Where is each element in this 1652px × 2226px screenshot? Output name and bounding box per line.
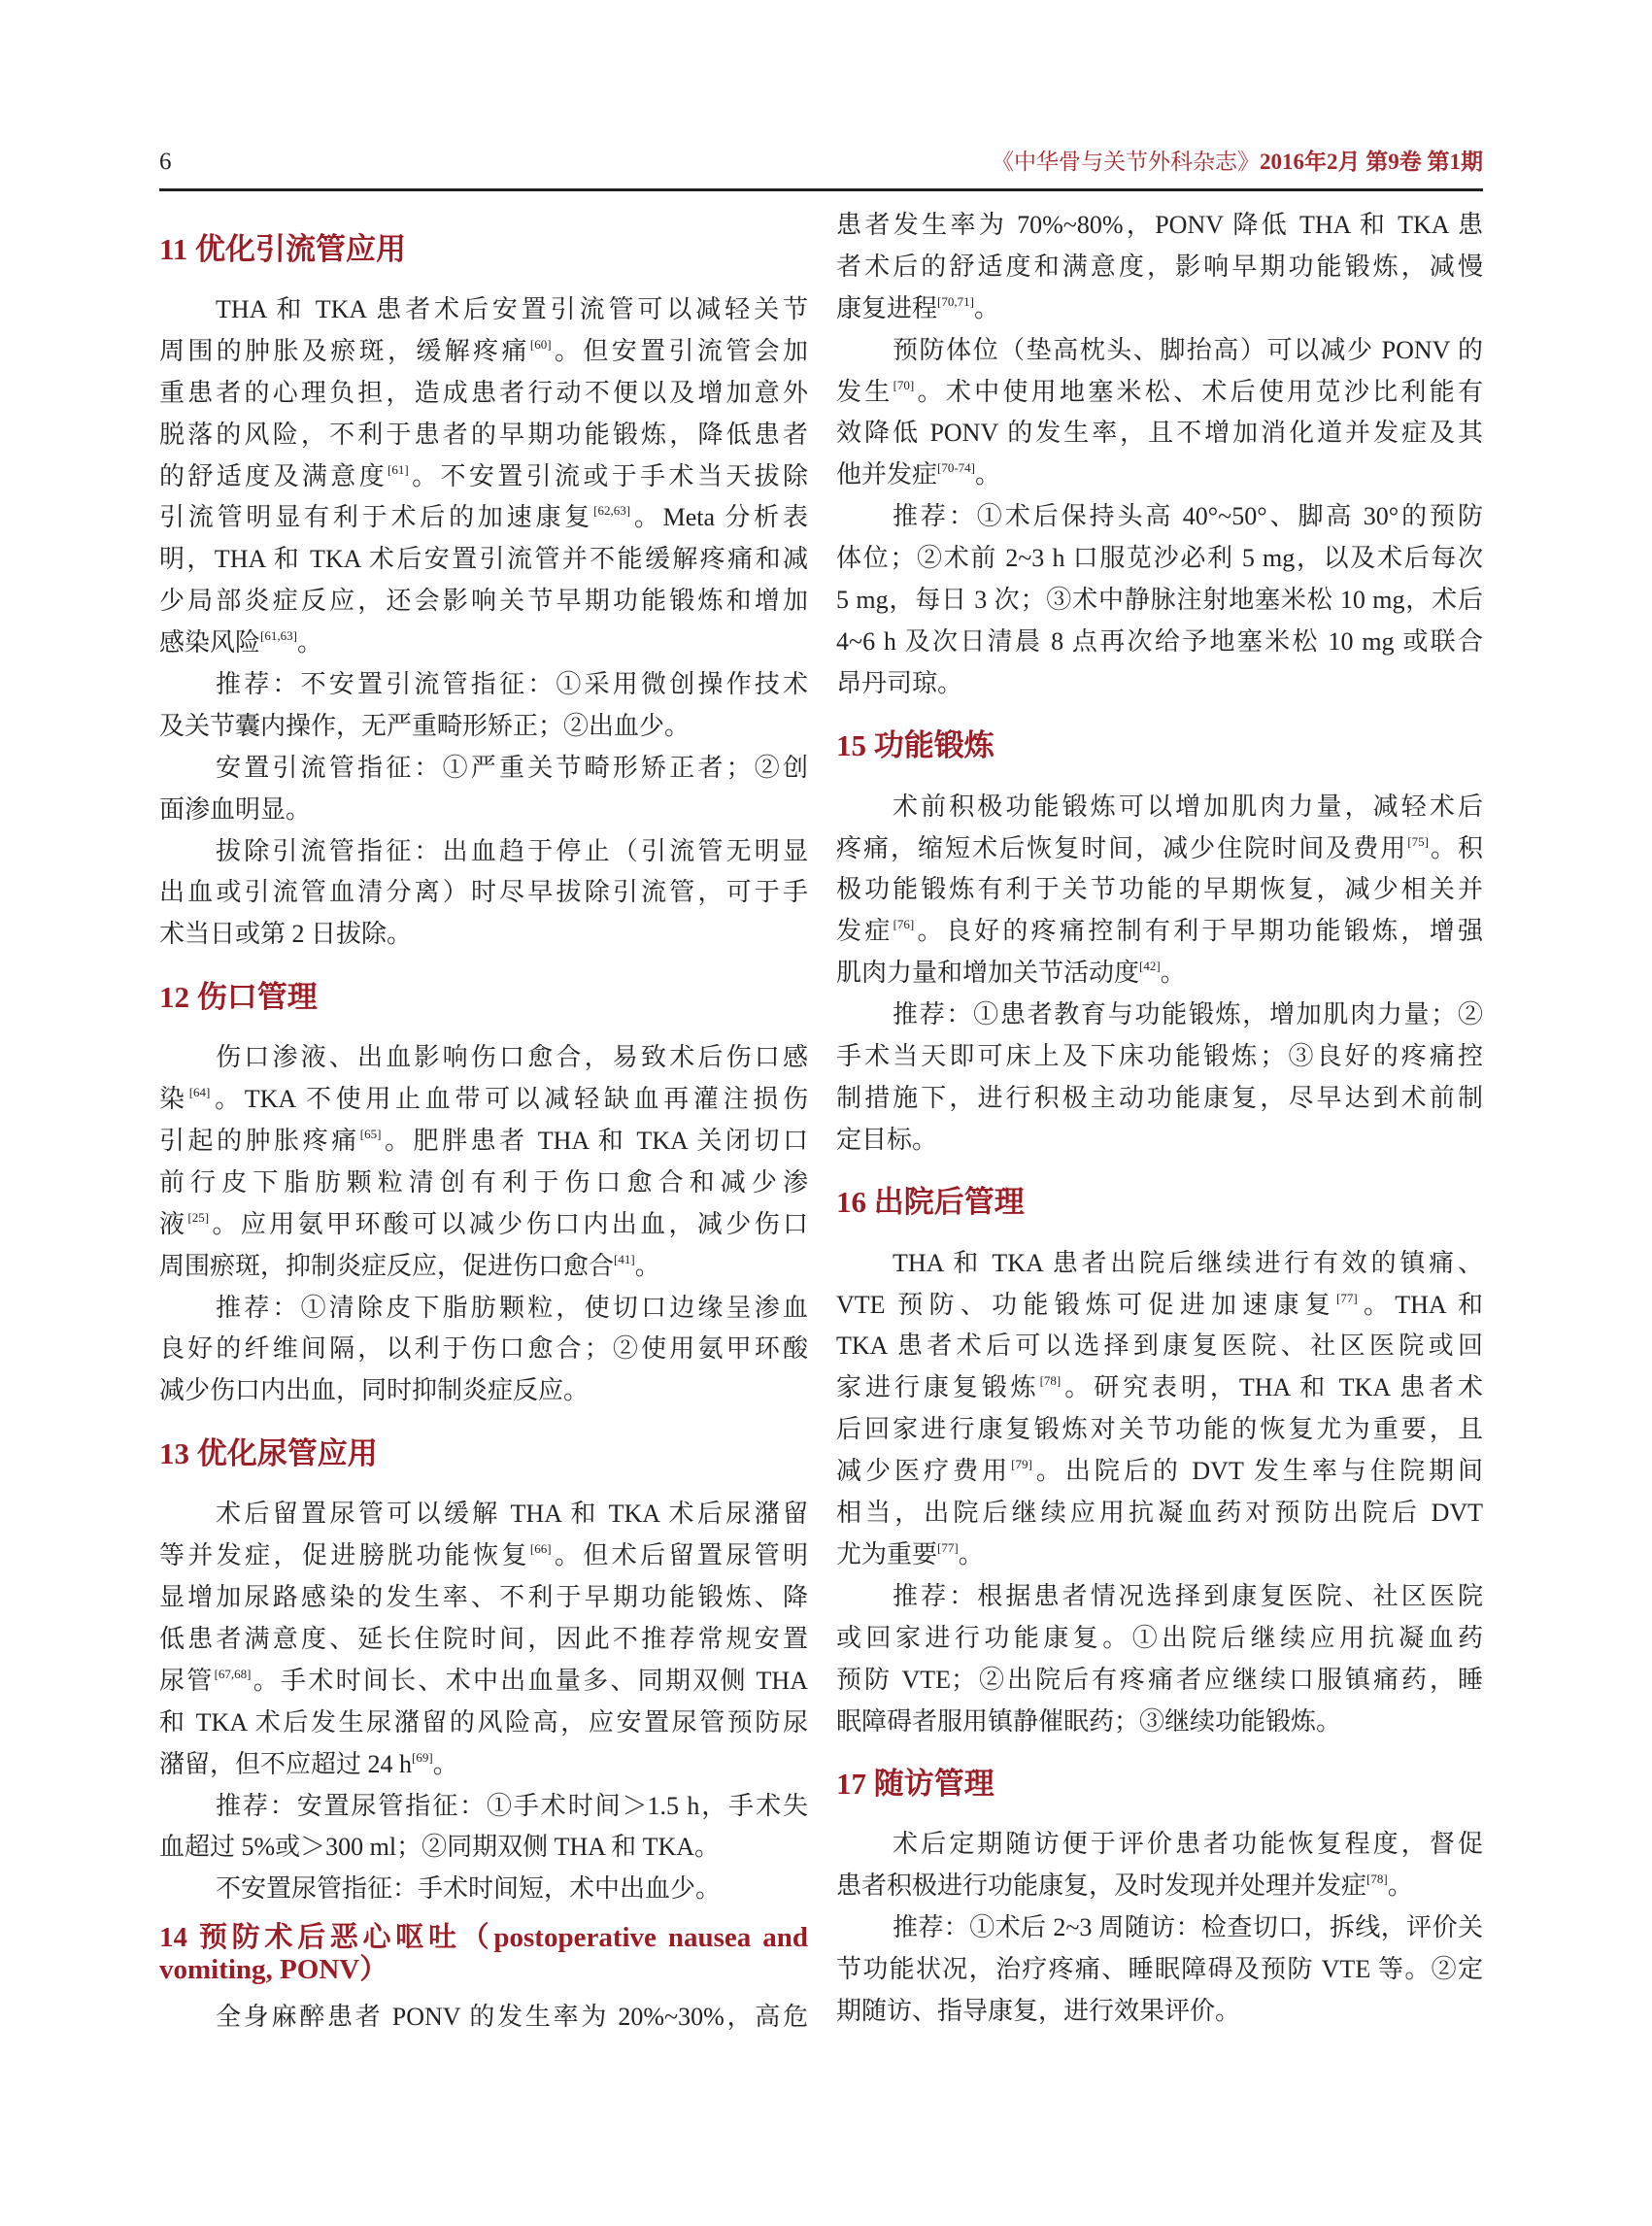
- text-segment: 预防体位（垫高枕头、脚抬高）可以减少 PONV 的: [893, 335, 1483, 364]
- text-segment: 家进行康复锻炼: [836, 1373, 1040, 1402]
- text-segment: 昂丹司琼。: [836, 668, 963, 697]
- text-line: [836, 1036, 1483, 1078]
- text-segment: 。: [958, 1539, 984, 1568]
- header-rule: [159, 188, 1483, 191]
- text-line: [836, 1451, 1483, 1493]
- citation-reference: [79]: [1011, 1457, 1032, 1472]
- paragraph: [159, 664, 808, 748]
- paragraph: [836, 330, 1483, 497]
- text-segment: 面渗血明显。: [159, 794, 312, 824]
- text-segment: 术后定期随访便于评价患者功能恢复程度，督促: [893, 1830, 1483, 1859]
- section-heading: [159, 1412, 808, 1494]
- text-segment: 后回家进行康复锻炼对关节功能的恢复尤为重要，且: [836, 1415, 1483, 1444]
- paragraph: [836, 496, 1483, 704]
- text-line: [159, 581, 808, 623]
- citation-reference: [65]: [359, 1127, 382, 1142]
- text-segment: 周围瘀斑，抑制炎症反应，促进伤口愈合: [159, 1251, 615, 1280]
- text-segment: 他并发症: [836, 460, 938, 489]
- text-line: [836, 1991, 1483, 2033]
- text-line: [836, 1618, 1483, 1660]
- section-heading-line: 16 出院后管理: [836, 1185, 1025, 1220]
- paragraph: [836, 1907, 1483, 2033]
- text-line: [836, 1576, 1483, 1618]
- text-segment: 前行皮下脂肪颗粒清创有利于伤口愈合和减少渗: [159, 1167, 808, 1197]
- text-segment: TKA 患者术后可以选择到康复医院、社区医院或回: [836, 1332, 1483, 1361]
- paragraph: [159, 1869, 808, 1910]
- text-line: [159, 1661, 808, 1703]
- text-line: [159, 914, 808, 956]
- text-line: [159, 1246, 808, 1288]
- text-segment: 重患者的心理负担，造成患者行动不便以及增加意外: [159, 378, 808, 407]
- text-segment: 患者发生率为 70%~80%，PONV 降低 THA 和 TKA 患: [836, 211, 1483, 239]
- citation-reference: [75]: [1407, 833, 1429, 849]
- text-segment: 尤为重要: [836, 1539, 938, 1568]
- text-segment: 发生: [836, 377, 893, 406]
- paragraph: [159, 1037, 808, 1287]
- text-segment: 。不安置引流或于手术当天拔除: [408, 461, 808, 490]
- text-line: [159, 1827, 808, 1869]
- text-line: [836, 330, 1483, 372]
- text-line: [159, 1535, 808, 1577]
- text-segment: 定目标。: [836, 1125, 938, 1154]
- text-segment: 疼痛，缩短术后恢复时间，减少住院时间及费用: [836, 833, 1408, 862]
- text-segment: 。: [973, 293, 999, 322]
- text-segment: 明，THA 和 TKA 术后安置引流管并不能缓解疼痛和减: [159, 545, 808, 574]
- text-line: [159, 1577, 808, 1619]
- text-line: [836, 1078, 1483, 1120]
- text-line: [836, 372, 1483, 414]
- paragraph: [836, 995, 1483, 1162]
- citation-reference: [69]: [412, 1749, 433, 1765]
- text-segment: 推荐：①清除皮下脂肪颗粒，使切口边缘呈渗血: [216, 1293, 808, 1322]
- text-segment: 减少伤口内出血，同时抑制炎症反应。: [159, 1376, 590, 1405]
- text-line: [836, 828, 1483, 870]
- text-segment: 少局部炎症反应，还会影响关节早期功能锻炼和增加: [159, 587, 808, 616]
- text-segment: 期随访、指导康复，进行效果评价。: [836, 1996, 1241, 2025]
- text-line: [836, 1493, 1483, 1535]
- text-segment: 。出院后的 DVT 发生率与住院期间: [1031, 1457, 1483, 1486]
- text-segment: 制措施下，进行积极主动功能康复，尽早达到术前制: [836, 1083, 1483, 1112]
- text-line: [836, 1367, 1483, 1409]
- text-segment: 。: [634, 1251, 660, 1280]
- citation-reference: [42]: [1139, 959, 1161, 974]
- text-line: [159, 1079, 808, 1121]
- section-heading: [159, 208, 808, 289]
- text-line: [159, 1869, 808, 1910]
- text-segment: 术前积极功能锻炼可以增加肌肉力量，减轻术后: [893, 792, 1483, 821]
- text-segment: 伤口渗液、出血影响伤口愈合，易致术后伤口感: [216, 1043, 808, 1072]
- citation-reference: [77]: [937, 1539, 959, 1555]
- text-line: [159, 790, 808, 831]
- text-segment: 康复进程: [836, 293, 938, 322]
- text-line: [159, 1288, 808, 1330]
- text-line: [836, 622, 1483, 663]
- text-line: [159, 1329, 808, 1370]
- text-line: [159, 497, 808, 539]
- text-segment: VTE 预防、功能锻炼可促进加速康复: [836, 1290, 1337, 1319]
- text-line: [159, 1997, 808, 2039]
- text-segment: 引起的肿胀疼痛: [159, 1127, 360, 1156]
- text-segment: 极功能锻炼有利于关节功能的早期恢复，减少相关并: [836, 875, 1483, 904]
- text-segment: 手术当天即可床上及下床功能锻炼；③良好的疼痛控: [836, 1042, 1483, 1071]
- text-line: [159, 1619, 808, 1661]
- text-line: [159, 1744, 808, 1786]
- text-segment: 。应用氨甲环酸可以减少伤口内出血，减少伤口: [209, 1209, 808, 1238]
- text-line: [159, 1370, 808, 1412]
- text-segment: 不安置尿管指征：手术时间短，术中出血少。: [216, 1874, 722, 1904]
- citation-reference: [78]: [1366, 1872, 1388, 1887]
- text-segment: 。: [1160, 959, 1186, 988]
- section-heading: [836, 1742, 1483, 1824]
- text-segment: 推荐：①术后保持头高 40°~50°、脚高 30°的预防: [893, 502, 1483, 531]
- text-segment: 4~6 h 及次日清晨 8 点再次给予地塞米松 10 mg 或联合: [836, 626, 1483, 656]
- text-segment: 。术中使用地塞米松、术后使用苋沙比利能有: [914, 377, 1483, 406]
- section-heading-line: 12 伤口管理: [159, 979, 318, 1014]
- text-segment: 的舒适度及满意度: [159, 461, 388, 490]
- text-line: [836, 1949, 1483, 1991]
- text-segment: 。Meta 分析表: [630, 503, 808, 532]
- text-segment: 血超过 5%或＞300 ml；②同期双侧 THA 和 TKA。: [159, 1833, 721, 1862]
- paragraph: [836, 1243, 1483, 1576]
- text-line: [159, 1163, 808, 1204]
- left-column: [159, 208, 808, 2039]
- text-line: [836, 205, 1483, 247]
- text-segment: 拔除引流管指征：出血趋于停止（引流管无明显: [216, 836, 808, 865]
- section-heading: [159, 956, 808, 1037]
- journal-name: 《中华骨与关节外科杂志》: [992, 150, 1260, 174]
- paragraph: [836, 1824, 1483, 1907]
- paragraph: [159, 831, 808, 957]
- text-segment: 者术后的舒适度和满意度，影响早期功能锻炼，减慢: [836, 252, 1483, 281]
- text-line: [836, 1409, 1483, 1451]
- text-segment: 。但安置引流管会加: [551, 336, 808, 365]
- text-line: [159, 289, 808, 331]
- text-segment: 患者积极进行功能康复，及时发现并处理并发症: [836, 1872, 1367, 1901]
- text-segment: 。积: [1428, 833, 1483, 862]
- text-line: [836, 538, 1483, 580]
- text-segment: 引流管明显有利于术后的加速康复: [159, 503, 594, 532]
- citation-reference: [67,68]: [214, 1666, 252, 1681]
- section-heading: [159, 1910, 808, 1997]
- text-segment: 眠障碍者服用镇静催眠药；③继续功能锻炼。: [836, 1706, 1342, 1736]
- text-segment: 。但术后留置尿管明: [551, 1541, 808, 1570]
- paragraph: [159, 1997, 808, 2039]
- text-line: [836, 1660, 1483, 1702]
- text-segment: 脱落的风险，不利于患者的早期功能锻炼，降低患者: [159, 420, 808, 449]
- section-heading-line: 11 优化引流管应用: [159, 231, 407, 266]
- journal-citation: [992, 146, 1483, 179]
- section-heading-line: 13 优化尿管应用: [159, 1435, 378, 1470]
- text-segment: 感染风险: [159, 628, 261, 658]
- paragraph: [836, 787, 1483, 995]
- text-line: [836, 496, 1483, 538]
- section-heading: [836, 705, 1483, 787]
- text-line: [836, 1824, 1483, 1866]
- citation-reference: [62,63]: [593, 503, 631, 519]
- citation-reference: [60]: [529, 336, 552, 352]
- text-line: [836, 1866, 1483, 1907]
- text-segment: 。肥胖患者 THA 和 TKA 关闭切口: [381, 1127, 808, 1156]
- text-segment: 相当，出院后继续应用抗凝血药对预防出院后 DVT: [836, 1499, 1483, 1528]
- text-line: [159, 872, 808, 914]
- text-line: [159, 1494, 808, 1535]
- text-segment: 。THA 和: [1357, 1290, 1483, 1319]
- citation-reference: [61]: [388, 461, 409, 477]
- right-column: [836, 205, 1483, 2033]
- text-line: [836, 663, 1483, 705]
- text-line: [836, 413, 1483, 455]
- text-segment: 或回家进行功能康复。①出院后继续应用抗凝血药: [836, 1623, 1483, 1652]
- text-segment: THA 和 TKA 患者术后安置引流管可以减轻关节: [216, 295, 808, 323]
- citation-reference: [61,63]: [260, 628, 297, 644]
- text-segment: 潴留，但不应超过 24 h: [159, 1749, 413, 1778]
- citation-reference: [66]: [529, 1541, 552, 1557]
- text-line: [836, 1120, 1483, 1162]
- text-segment: 节功能状况，治疗疼痛、睡眠障碍及预防 VTE 等。②定: [836, 1955, 1483, 1984]
- text-segment: 发症: [836, 917, 893, 946]
- text-line: [159, 456, 808, 498]
- text-segment: 。研究表明，THA 和 TKA 患者术: [1061, 1373, 1483, 1402]
- page-number: 6: [159, 149, 172, 175]
- section-heading-line: 17 随访管理: [836, 1766, 995, 1801]
- text-line: [836, 455, 1483, 496]
- text-segment: 尿管: [159, 1666, 215, 1695]
- section-heading-line: vomiting, PONV）: [159, 1953, 388, 1985]
- text-line: [836, 869, 1483, 911]
- journal-issue: 2016年2月 第9卷 第1期: [1260, 150, 1483, 174]
- text-line: [836, 1535, 1483, 1576]
- text-line: [159, 1121, 808, 1163]
- paragraph: [159, 289, 808, 664]
- text-segment: 及关节囊内操作，无严重畸形矫正；②出血少。: [159, 711, 691, 740]
- text-line: [836, 1702, 1483, 1743]
- text-segment: 周围的肿胀及瘀斑，缓解疼痛: [159, 336, 530, 365]
- text-segment: 液: [159, 1209, 188, 1238]
- paragraph: [159, 1494, 808, 1785]
- paragraph: [159, 1786, 808, 1870]
- text-line: [836, 247, 1483, 288]
- text-line: [159, 539, 808, 581]
- text-line: [836, 288, 1483, 330]
- text-line: [159, 831, 808, 873]
- text-segment: 肌肉力量和增加关节活动度: [836, 959, 1140, 988]
- text-segment: THA 和 TKA 患者出院后继续进行有效的镇痛、: [893, 1248, 1483, 1277]
- text-line: [836, 953, 1483, 995]
- text-segment: 和 TKA 术后发生尿潴留的风险高，应安置尿管预防尿: [159, 1707, 808, 1737]
- paragraph: [836, 1576, 1483, 1743]
- paragraph: [159, 1288, 808, 1413]
- text-line: [159, 1703, 808, 1744]
- section-heading: [836, 1162, 1483, 1243]
- citation-reference: [70-74]: [937, 460, 976, 476]
- text-segment: 。: [1387, 1872, 1413, 1901]
- citation-reference: [70,71]: [937, 293, 974, 309]
- citation-reference: [78]: [1039, 1373, 1062, 1389]
- text-segment: 全身麻醉患者 PONV 的发生率为 20%~30%，高危: [216, 2003, 808, 2032]
- text-line: [836, 995, 1483, 1036]
- citation-reference: [41]: [614, 1251, 635, 1266]
- text-segment: 推荐：安置尿管指征：①手术时间＞1.5 h，手术失: [216, 1791, 808, 1820]
- text-line: [159, 1786, 808, 1828]
- text-line: [159, 748, 808, 790]
- text-line: [836, 1243, 1483, 1285]
- text-line: [159, 373, 808, 415]
- text-segment: 显增加尿路感染的发生率、不利于早期功能锻炼、降: [159, 1583, 808, 1612]
- text-line: [836, 1285, 1483, 1327]
- text-segment: 。手术时间长、术中出血量多、同期双侧 THA: [251, 1666, 808, 1695]
- text-segment: 体位；②术前 2~3 h 口服苋沙必利 5 mg，以及术后每次: [836, 544, 1483, 573]
- text-line: [159, 623, 808, 664]
- text-line: [159, 706, 808, 748]
- text-segment: 。: [432, 1749, 458, 1778]
- text-segment: 术后留置尿管可以缓解 THA 和 TKA 术后尿潴留: [216, 1500, 808, 1529]
- citation-reference: [76]: [893, 917, 915, 932]
- text-segment: 预防 VTE；②出院后有疼痛者应继续口服镇痛药，睡: [836, 1665, 1483, 1694]
- text-segment: 出血或引流管血清分离）时尽早拔除引流管，可于手: [159, 878, 808, 907]
- text-line: [836, 580, 1483, 622]
- text-segment: 安置引流管指征：①严重关节畸形矫正者；②创: [216, 753, 808, 782]
- text-segment: 效降低 PONV 的发生率，且不增加消化道并发症及其: [836, 419, 1483, 448]
- text-segment: 。: [975, 460, 1001, 489]
- text-segment: 低患者满意度、延长住院时间，因此不推荐常规安置: [159, 1624, 808, 1653]
- paragraph: [836, 205, 1483, 330]
- text-segment: 良好的纤维间隔，以利于伤口愈合；②使用氨甲环酸: [159, 1334, 808, 1364]
- text-segment: 染: [159, 1085, 189, 1114]
- text-segment: 。: [296, 628, 322, 658]
- text-line: [836, 1326, 1483, 1367]
- text-segment: 术当日或第 2 日拔除。: [159, 920, 413, 949]
- text-line: [159, 1204, 808, 1246]
- text-segment: 等并发症，促进膀胱功能恢复: [159, 1541, 530, 1570]
- text-segment: 推荐：①术后 2~3 周随访：检查切口，拆线，评价关: [893, 1913, 1483, 1942]
- section-heading-line: 14 预防术后恶心呕吐（postoperative nausea and: [159, 1921, 808, 1953]
- text-segment: 。良好的疼痛控制有利于早期功能锻炼，增强: [914, 917, 1483, 946]
- text-line: [836, 1907, 1483, 1949]
- text-line: [159, 1037, 808, 1079]
- citation-reference: [64]: [188, 1085, 211, 1100]
- text-segment: 推荐：①患者教育与功能锻炼，增加肌肉力量；②: [893, 1000, 1483, 1029]
- text-segment: 推荐：不安置引流管指征：①采用微创操作技术: [216, 670, 808, 699]
- text-segment: 。TKA 不使用止血带可以减轻缺血再灌注损伤: [210, 1085, 808, 1114]
- paragraph: [159, 748, 808, 831]
- section-heading-line: 15 功能锻炼: [836, 728, 995, 763]
- citation-reference: [70]: [893, 377, 915, 392]
- text-line: [159, 415, 808, 456]
- text-line: [836, 787, 1483, 828]
- citation-reference: [25]: [187, 1209, 210, 1225]
- text-segment: 推荐：根据患者情况选择到康复医院、社区医院: [893, 1581, 1483, 1610]
- text-line: [159, 331, 808, 373]
- text-line: [836, 911, 1483, 953]
- text-line: [159, 664, 808, 706]
- text-segment: 5 mg，每日 3 次；③术中静脉注射地塞米松 10 mg，术后: [836, 586, 1483, 615]
- citation-reference: [77]: [1336, 1290, 1358, 1305]
- text-segment: 减少医疗费用: [836, 1457, 1012, 1486]
